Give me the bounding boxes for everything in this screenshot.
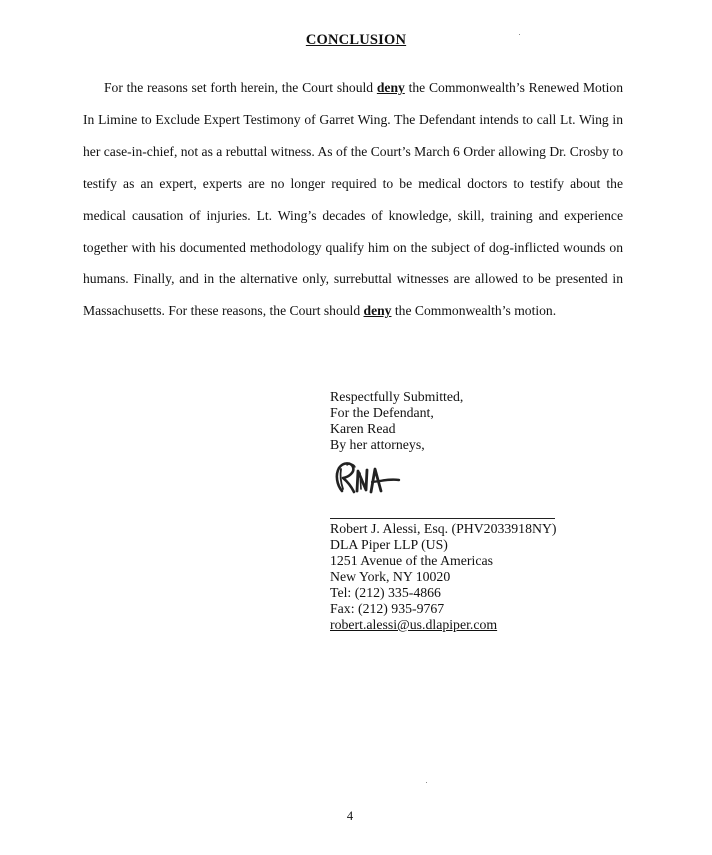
attorney-block xyxy=(330,521,557,633)
paragraph-text-3: the Commonwealth’s motion. xyxy=(391,303,557,319)
for-party-line: For the Defendant, xyxy=(330,405,434,420)
address-line-1: 1251 Avenue of the Americas xyxy=(330,553,493,568)
email-link[interactable]: robert.alessi@us.dlapiper.com xyxy=(330,617,498,632)
handwritten-signature xyxy=(330,455,410,497)
scan-speck xyxy=(519,34,520,35)
firm-name: DLA Piper LLP (US) xyxy=(330,537,448,552)
signature-block xyxy=(330,389,463,453)
by-line: By her attorneys, xyxy=(330,437,425,452)
scan-speck xyxy=(426,782,427,783)
section-heading: CONCLUSION xyxy=(305,32,407,48)
party-name-line: Karen Read xyxy=(330,421,396,436)
closing-line: Respectfully Submitted, xyxy=(330,389,464,404)
paragraph-text-1: For the reasons set forth herein, the Court should xyxy=(104,80,377,95)
telephone: Tel: (212) 335-4866 xyxy=(330,585,441,600)
attorney-name: Robert J. Alessi, Esq. (PHV2033918NY) xyxy=(330,521,557,536)
address-line-2: New York, NY 10020 xyxy=(330,569,451,584)
page-number: 4 xyxy=(346,809,354,823)
signature-line xyxy=(330,518,555,519)
emphasis-deny-2: deny xyxy=(363,303,392,319)
paragraph-text-2: the Commonwealth’s Renewed Motion In Limine to Exclude Expert Testimony of Garret Wing. The Defendant intends to call Lt. Wing in her case-in-chief, not as a rebuttal witness. As of the Court’s March 6 Order allowing Dr. Crosby to testify as an expert, experts are no longer required to be medical doctors to testify about the medical causation of injuries. Lt. Wing’s decades of knowledge, skill, training and experience together with his documented methodology qualify him on the subject of dog-inflicted wounds on humans. Finally, and in the alternative only, surrebuttal witnesses are allowed to be presented in Massachusetts. For these reasons, the Court should xyxy=(83,80,623,319)
conclusion-paragraph xyxy=(83,72,623,327)
fax: Fax: (212) 935-9767 xyxy=(330,601,445,616)
emphasis-deny-1: deny xyxy=(376,80,405,95)
